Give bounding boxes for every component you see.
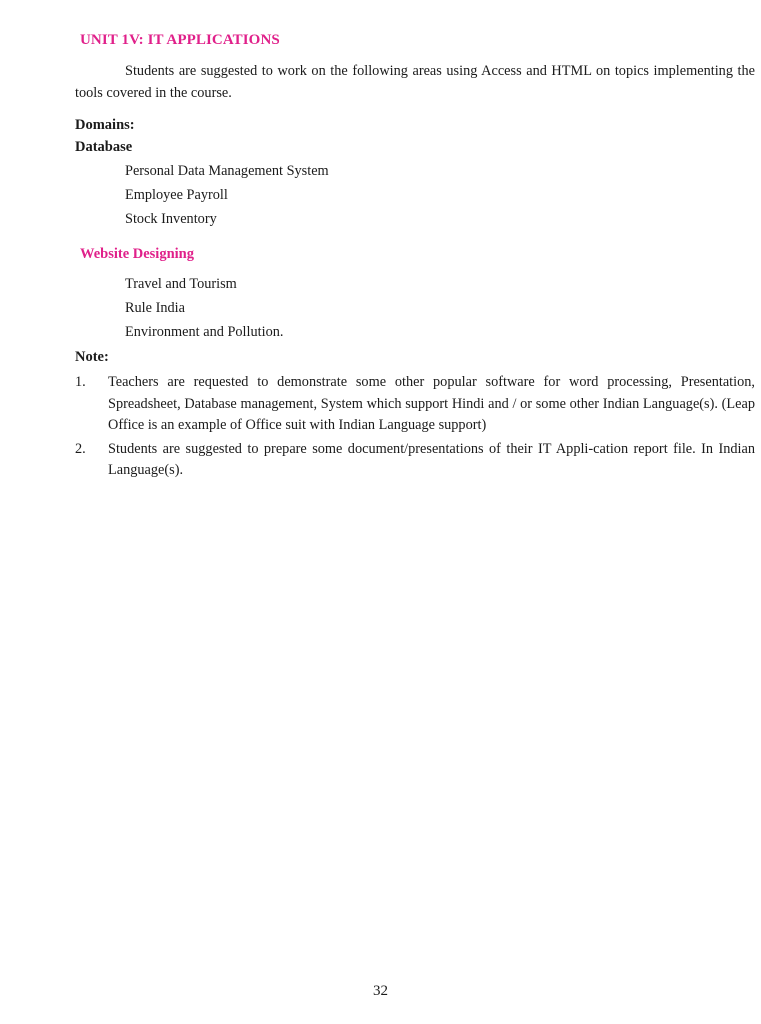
page-number: 32 bbox=[373, 983, 388, 999]
note-number: 1. bbox=[75, 374, 86, 390]
domains-heading: Domains: bbox=[75, 117, 135, 133]
note-item-2 bbox=[75, 439, 755, 482]
note-text: Students are suggested to prepare some document/presentations of their IT Appli-cation report file. In Indian Language(s). bbox=[108, 440, 755, 478]
website-designing-heading: Website Designing bbox=[80, 246, 194, 262]
database-list bbox=[125, 159, 329, 231]
note-item-1 bbox=[75, 372, 755, 437]
database-item-inventory: Stock Inventory bbox=[125, 211, 217, 227]
unit-title: UNIT 1V: IT APPLICATIONS bbox=[80, 32, 280, 48]
note-number: 2. bbox=[75, 440, 86, 457]
website-item-rule-india: Rule India bbox=[125, 300, 185, 316]
note-heading: Note: bbox=[75, 349, 109, 365]
note-text: Teachers are requested to demonstrate some other popular software for word processing, Presentation, Spreadsheet, Database management, System which support Hindi and / or some other Indian Language(s). (Leap Office is an example of Office suit with Indian Language support) bbox=[108, 374, 755, 433]
database-item-personal-data: Personal Data Management System bbox=[125, 163, 329, 179]
website-item-travel: Travel and Tourism bbox=[125, 276, 237, 292]
database-heading: Database bbox=[75, 139, 133, 155]
note-list bbox=[75, 372, 755, 484]
database-item-payroll: Employee Payroll bbox=[125, 187, 228, 203]
website-item-environment: Environment and Pollution. bbox=[125, 324, 284, 340]
website-list bbox=[125, 272, 283, 344]
intro-paragraph: Students are suggested to work on the following areas using Access and HTML on topics implementing the tools covered in the course. bbox=[75, 63, 755, 101]
